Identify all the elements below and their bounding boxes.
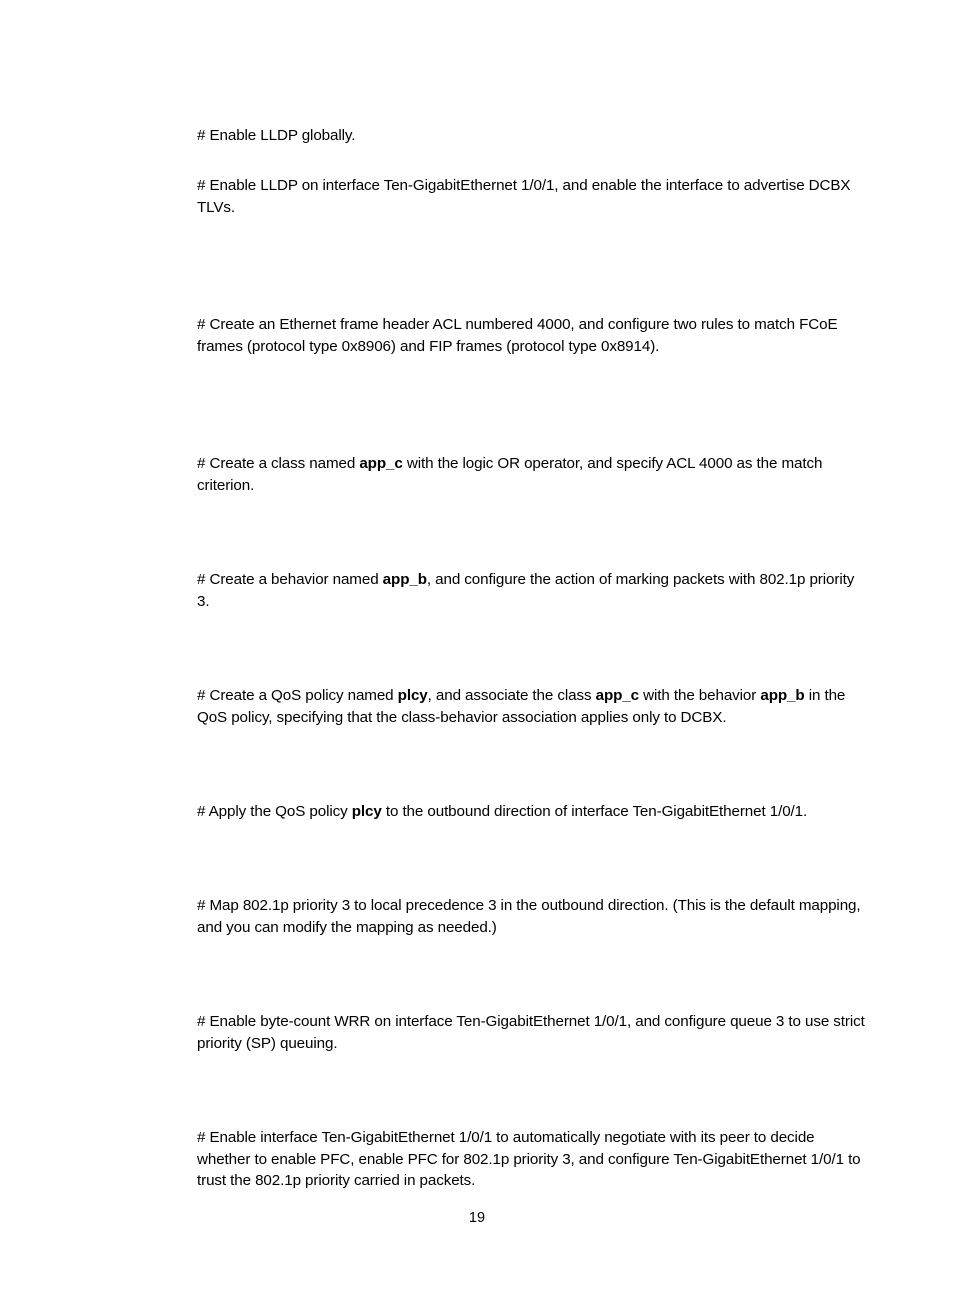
text-run: with the logic OR operator, and specify ACL 4000 as the match criterion.: [197, 455, 823, 494]
text-run: # Create a class named: [197, 455, 360, 472]
bold-term: app_c: [359, 455, 403, 472]
text-run: # Enable LLDP globally.: [197, 127, 356, 144]
bold-term: app_b: [760, 687, 805, 704]
text-run: # Enable byte-count WRR on interface Ten-GigabitEthernet 1/0/1, and configure queue 3 to use strict priority (SP) queuing.: [197, 1013, 865, 1052]
paragraph-enable-lldp-interface: [197, 175, 869, 218]
text-run: , and configure the action of marking packets with 802.1p priority 3.: [197, 571, 855, 610]
text-run: to the outbound direction of interface Ten-GigabitEthernet 1/0/1.: [381, 803, 808, 820]
text-run: # Create an Ethernet frame header ACL numbered 4000, and configure two rules to match FCoE frames (protocol type 0x8906) and FIP frames (protocol type 0x8914).: [197, 316, 838, 355]
text-run: # Enable interface Ten-GigabitEthernet 1/0/1 to automatically negotiate with its peer to decide whether to enable PFC, enable PFC for 802.1p priority 3, and configure Ten-GigabitEthernet 1/0/1 to trust the 802.1p priority carried in packets.: [197, 1129, 861, 1189]
paragraph-apply-qos-policy: [197, 801, 869, 823]
bold-term: app_b: [382, 571, 427, 588]
paragraph-map-priority: [197, 895, 869, 938]
bold-term: app_c: [595, 687, 639, 704]
paragraph-enable-wrr: [197, 1011, 869, 1054]
paragraph-create-behavior: [197, 569, 869, 612]
text-run: # Apply the QoS policy: [197, 803, 352, 820]
page-number: 19: [468, 1210, 486, 1226]
text-run: # Enable LLDP on interface Ten-GigabitEthernet 1/0/1, and enable the interface to advertise DCBX TLVs.: [197, 177, 851, 216]
text-run: in the QoS policy, specifying that the class-behavior association applies only to DCBX.: [197, 687, 846, 726]
bold-term: plcy: [397, 687, 428, 704]
bold-term: plcy: [351, 803, 382, 820]
text-run: with the behavior: [639, 687, 761, 704]
text-run: # Create a behavior named: [197, 571, 383, 588]
paragraph-create-class: [197, 453, 869, 496]
text-run: # Create a QoS policy named: [197, 687, 398, 704]
text-run: # Map 802.1p priority 3 to local precedence 3 in the outbound direction. (This is the default mapping, and you can modify the mapping as needed.): [197, 897, 861, 936]
paragraph-enable-pfc: [197, 1127, 869, 1192]
paragraph-enable-lldp-globally: [197, 125, 869, 147]
paragraph-create-qos-policy: [197, 685, 869, 728]
text-run: , and associate the class: [427, 687, 596, 704]
paragraph-create-acl: [197, 314, 869, 357]
